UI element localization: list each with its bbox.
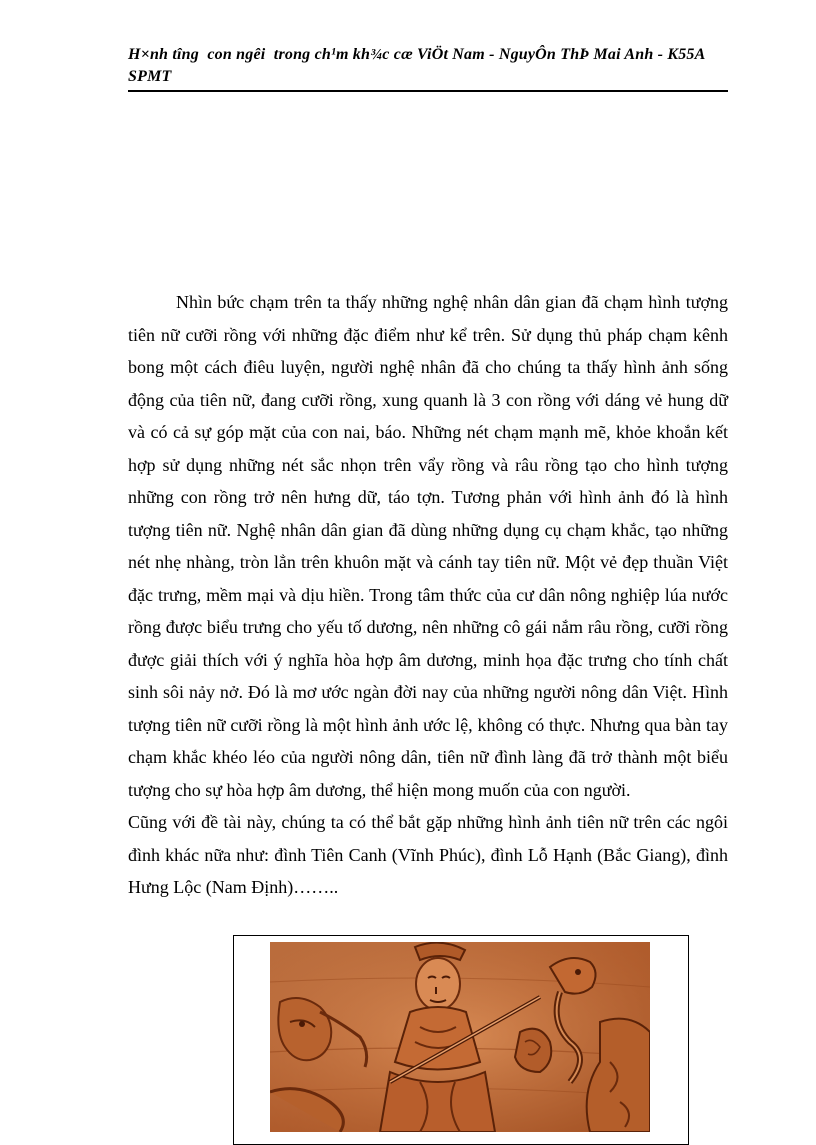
paragraph-examples: Cũng với đề tài này, chúng ta có thể bắt gặp những hình ảnh tiên nữ trên các ngôi đình khác nữa như: đình Tiên Canh (Vĩnh Phúc), đình Lỗ Hạnh (Bắc Giang), đình Hưng Lộc (Nam Định)…….. — [128, 812, 728, 897]
page-header-title: H×nh tîng con ngêi trong ch¹m kh¾c cæ ViÖt Nam - NguyÔn ThÞ Mai Anh - K55A SPMT — [128, 46, 709, 85]
carving-photo — [270, 942, 650, 1132]
header-rule — [128, 90, 728, 92]
paragraph-description: Nhìn bức chạm trên ta thấy những nghệ nhân dân gian đã chạm hình tượng tiên nữ cưỡi rồng với những đặc điểm như kể trên. Sử dụng thủ pháp chạm kênh bong một cách điêu luyện, người nghệ nhân đã cho chúng ta thấy hình ảnh sống động của tiên nữ, đang cưỡi rồng, xung quanh là 3 con rồng với dáng vẻ hung dữ và có cả sự góp mặt của con nai, báo. Những nét chạm mạnh mẽ, khỏe khoắn kết hợp sử dụng những nét sắc nhọn trên vẩy rồng và râu rồng tạo cho hình tượng những con rồng trở nên hưng dữ, táo tợn. Tương phản với hình ảnh đó là hình tượng tiên nữ. Nghệ nhân dân gian đã dùng những dụng cụ chạm khắc, tạo những nét nhẹ nhàng, tròn lẳn trên khuôn mặt và cánh tay tiên nữ. Một vẻ đẹp thuần Việt đặc trưng, mềm mại và dịu hiền. Trong tâm thức của cư dân nông nghiệp lúa nước rồng được biểu trưng cho yếu tố dương, nên những cô gái nắm râu rồng, cưỡi rồng được giải thích với ý nghĩa hòa hợp âm dương, minh họa đặc trưng cho tính chất sinh sôi nảy nở. Đó là mơ ước ngàn đời nay của những người nông dân Việt. Hình tượng tiên nữ cưỡi rồng là một hình ảnh ước lệ, không có thực. Nhưng qua bàn tay chạm khắc khéo léo của người nông dân, tiên nữ đình làng đã trở thành một biểu tượng cho sự hòa hợp âm dương, thể hiện mong muốn của con người. — [128, 292, 728, 800]
main-text — [128, 286, 728, 904]
